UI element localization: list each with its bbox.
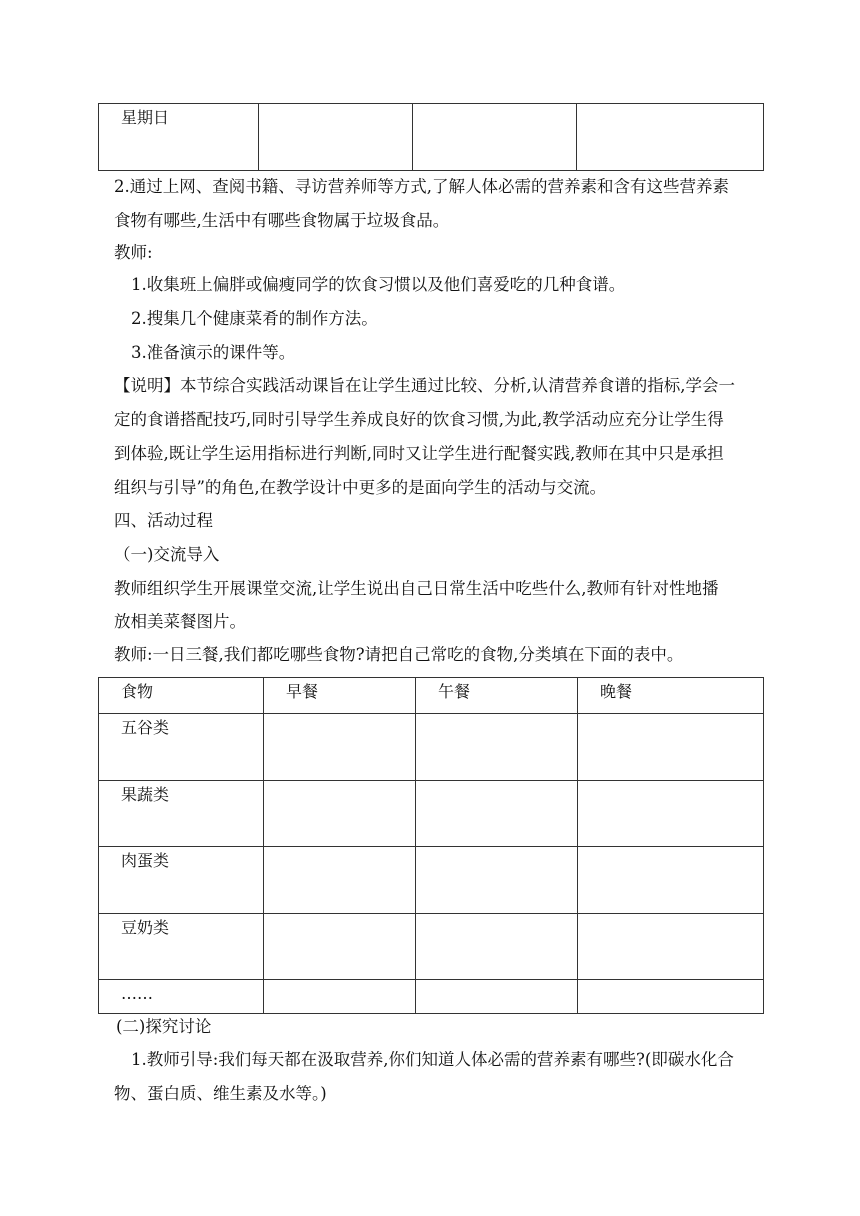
table-cell — [413, 104, 577, 171]
table-cell — [416, 980, 578, 1014]
paragraph-line: 1.教师引导:我们每天都在汲取营养,你们知道人体必需的营养素有哪些?(即碳水化合 — [131, 1050, 734, 1069]
row-label: 豆奶类 — [99, 914, 264, 980]
table-row — [99, 714, 764, 781]
paragraph-line: 2.通过上网、查阅书籍、寻访营养师等方式,了解人体必需的营养素和含有这些营养素 — [114, 177, 729, 196]
row-label: 肉蛋类 — [99, 847, 264, 914]
column-header: 早餐 — [264, 678, 416, 714]
row-label: 果蔬类 — [99, 781, 264, 847]
paragraph-line: 教师组织学生开展课堂交流,让学生说出自己日常生活中吃些什么,教师有针对性地播 — [114, 579, 719, 598]
list-item: 1.收集班上偏胖或偏瘦同学的饮食习惯以及他们喜爱吃的几种食谱。 — [131, 275, 626, 294]
table-cell — [259, 104, 413, 171]
table-row — [99, 980, 764, 1014]
table-row — [99, 914, 764, 980]
table-cell — [264, 714, 416, 781]
table-cell — [416, 714, 578, 781]
table-row — [99, 781, 764, 847]
table-cell — [416, 847, 578, 914]
row-label-sunday: 星期日 — [121, 108, 170, 127]
table-cell — [99, 104, 259, 171]
row-label: 五谷类 — [99, 714, 264, 781]
list-item: 3.准备演示的课件等。 — [131, 343, 296, 362]
table-cell — [264, 980, 416, 1014]
subsection-heading: （一)交流导入 — [114, 545, 220, 564]
table-cell — [578, 847, 764, 914]
paragraph-line: 食物有哪些,生活中有哪些食物属于垃圾食品。 — [114, 211, 450, 230]
table-row — [99, 847, 764, 914]
note-line: 组织与引导”的角色,在教学设计中更多的是面向学生的活动与交流。 — [114, 478, 607, 497]
table-cell — [264, 847, 416, 914]
table-cell — [578, 781, 764, 847]
list-item: 2.搜集几个健康菜肴的制作方法。 — [131, 309, 378, 328]
column-header: 午餐 — [416, 678, 578, 714]
table-row — [99, 104, 764, 171]
paragraph-line: 教师:一日三餐,我们都吃哪些食物?请把自己常吃的食物,分类填在下面的表中。 — [114, 645, 684, 664]
table-cell — [578, 980, 764, 1014]
paragraph-line: 物、蛋白质、维生素及水等。) — [114, 1084, 327, 1103]
table-header-row — [99, 678, 764, 714]
note-line: 到体验,既让学生运用指标进行判断,同时又让学生进行配餐实践,教师在其中只是承担 — [114, 444, 724, 463]
column-header: 晚餐 — [578, 678, 764, 714]
column-header: 食物 — [99, 678, 264, 714]
note-line: 【说明】本节综合实践活动课旨在让学生通过比较、分析,认清营养食谱的指标,学会一 — [114, 376, 735, 395]
table-cell — [416, 914, 578, 980]
table-cell — [264, 914, 416, 980]
table-cell — [264, 781, 416, 847]
table-cell — [577, 104, 764, 171]
subsection-heading: (二)探究讨论 — [116, 1017, 212, 1036]
paragraph-line: 放相美菜餐图片。 — [114, 612, 246, 631]
table-cell — [416, 781, 578, 847]
food-table — [98, 677, 764, 1014]
row-label: …… — [99, 980, 264, 1014]
table-cell — [578, 914, 764, 980]
note-line: 定的食谱搭配技巧,同时引导学生养成良好的饮食习惯,为此,教学活动应充分让学生得 — [114, 410, 724, 429]
weekly-table — [98, 103, 764, 171]
section-heading: 四、活动过程 — [114, 511, 213, 530]
teacher-label: 教师: — [114, 243, 153, 262]
table-cell — [578, 714, 764, 781]
